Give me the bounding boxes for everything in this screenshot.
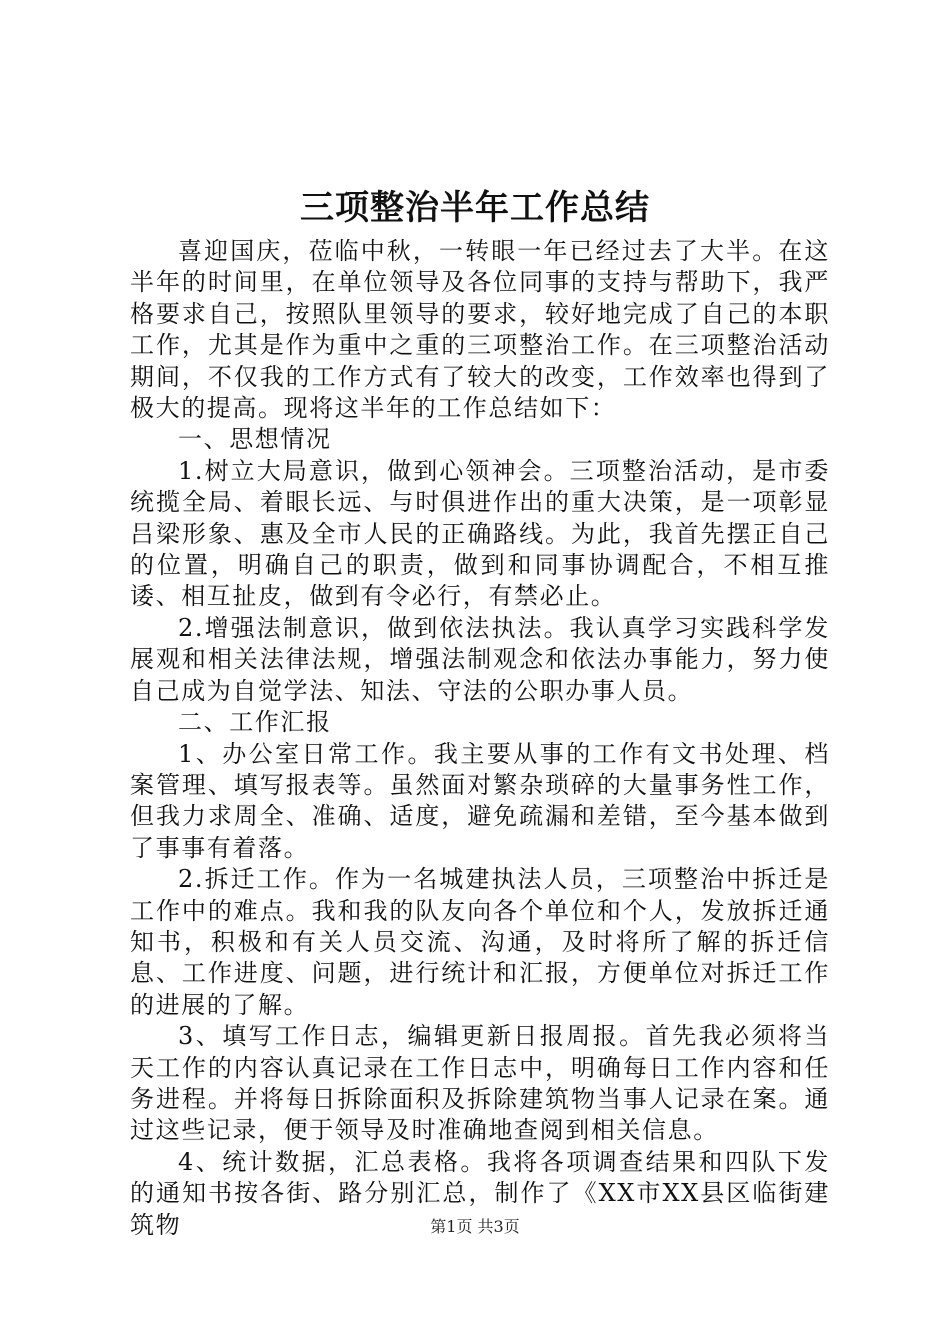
paragraph-work-4: 4、统计数据，汇总表格。我将各项调查结果和四队下发的通知书按各街、路分别汇总，制作了《XX市XX县区临街建筑物: [130, 1147, 830, 1239]
paragraph-thinking-2: 2.增强法制意识，做到依法执法。我认真学习实践科学发展观和相关法律法规，增强法制观念和依法办事能力，努力使自己成为自觉学法、知法、守法的公职办事人员。: [130, 613, 830, 705]
section-heading-thinking: 一、思想情况: [178, 425, 332, 454]
page-number-footer: 第1页 共3页: [430, 1217, 520, 1236]
document-title: 三项整治半年工作总结: [300, 188, 650, 228]
paragraph-work-1: 1、办公室日常工作。我主要从事的工作有文书处理、档案管理、填写报表等。虽然面对繁杂琐碎的大量事务性工作，但我力求周全、准确、适度，避免疏漏和差错，至今基本做到了事事有着落。: [130, 739, 830, 862]
paragraph-work-3: 3、填写工作日志，编辑更新日报周报。首先我必须将当天工作的内容认真记录在工作日志中，明确每日工作内容和任务进程。并将每日拆除面积及拆除建筑物当事人记录在案。通过这些记录，便于领导及时准确地查阅到相关信息。: [130, 1022, 830, 1145]
document-body: [130, 236, 830, 1241]
paragraph-work-2: 2.拆迁工作。作为一名城建执法人员，三项整治中拆迁是工作中的难点。我和我的队友向各个单位和个人，发放拆迁通知书，积极和有关人员交流、沟通，及时将所了解的拆迁信息、工作进度、问题，进行统计和汇报，方便单位对拆迁工作的进展的了解。: [130, 865, 830, 1019]
paragraph-intro: 喜迎国庆，莅临中秋，一转眼一年已经过去了大半。在这半年的时间里，在单位领导及各位同事的支持与帮助下，我严格要求自己，按照队里领导的要求，较好地完成了自己的本职工作，尤其是作为重中之重的三项整治工作。在三项整治活动期间，不仅我的工作方式有了较大的改变，工作效率也得到了极大的提高。现将这半年的工作总结如下：: [130, 237, 830, 423]
paragraph-thinking-1: 1.树立大局意识，做到心领神会。三项整治活动，是市委统揽全局、着眼长远、与时俱进作出的重大决策，是一项彰显吕梁形象、惠及全市人民的正确路线。为此，我首先摆正自己的位置，明确自己的职责，做到和同事协调配合，不相互推诿、相互扯皮，做到有令必行，有禁必止。: [130, 456, 830, 611]
section-heading-work-report: 二、工作汇报: [178, 708, 332, 737]
